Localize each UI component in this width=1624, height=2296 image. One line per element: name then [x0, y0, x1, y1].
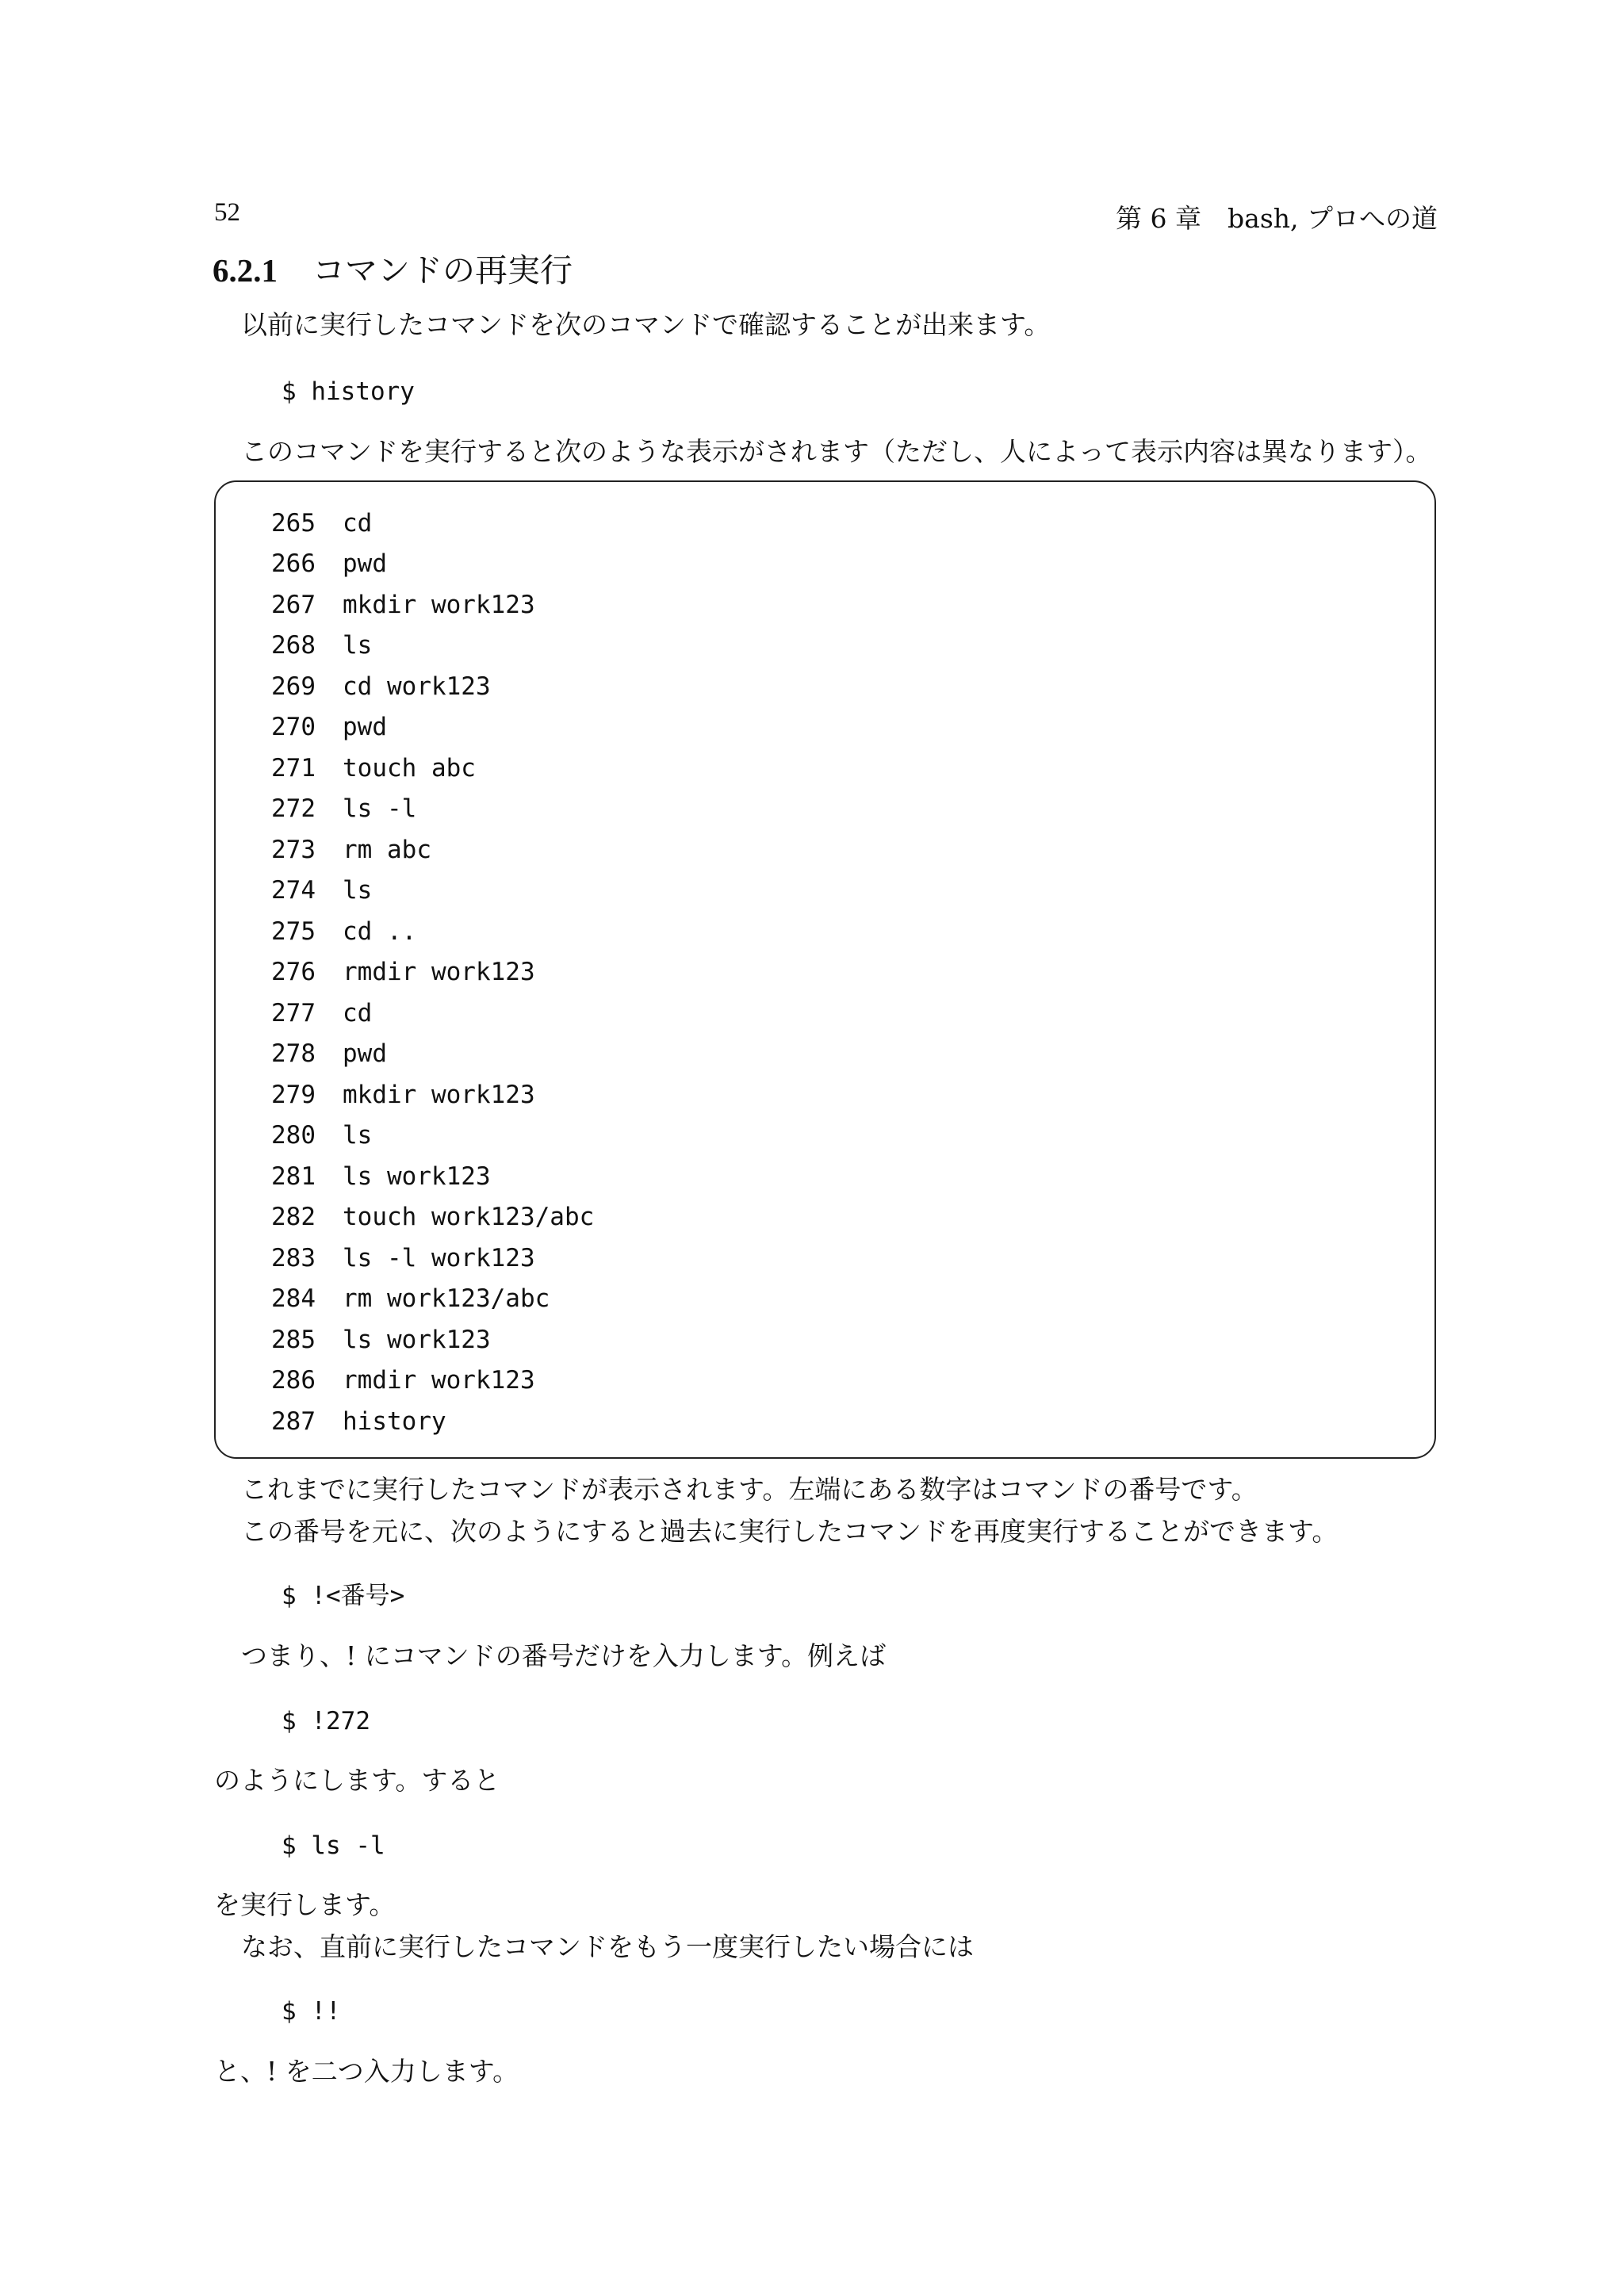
- history-entry-number: 269: [271, 672, 316, 701]
- history-entry-command: touch work123/abc: [343, 1203, 595, 1232]
- history-row: [271, 993, 594, 1034]
- history-entry-number: 277: [271, 998, 316, 1027]
- history-row: [271, 666, 594, 707]
- explain-paragraph-5: を実行します。: [214, 1889, 396, 1920]
- history-entry-number: 271: [271, 753, 316, 783]
- explain-paragraph-3: つまり、! にコマンドの番号だけを入力します。例えば: [241, 1640, 887, 1671]
- history-entry-command: rm work123/abc: [343, 1284, 550, 1314]
- history-entry-command: ls -l work123: [343, 1243, 535, 1272]
- history-row: [271, 544, 594, 585]
- explain-paragraph-7: と、! を二つ入力します。: [214, 2056, 519, 2087]
- history-entry-command: rm abc: [343, 835, 431, 864]
- history-entry-number: 287: [271, 1406, 316, 1436]
- history-output-intro: このコマンドを実行すると次のような表示がされます（ただし、人によって表示内容は異なります）。: [241, 436, 1432, 467]
- history-entry-number: 284: [271, 1284, 316, 1314]
- history-entry-number: 286: [271, 1366, 316, 1395]
- history-entry-number: 279: [271, 1080, 316, 1109]
- explain-paragraph-6: なお、直前に実行したコマンドをもう一度実行したい場合には: [241, 1931, 974, 1962]
- section-number: 6.2.1: [213, 252, 278, 289]
- history-row: [271, 829, 594, 871]
- history-row: [271, 748, 594, 789]
- history-row: [271, 1238, 594, 1279]
- history-list: [271, 503, 594, 1442]
- history-row: [271, 707, 594, 748]
- history-entry-number: 276: [271, 958, 316, 987]
- code-bang-bang: $ !!: [282, 1997, 341, 2026]
- history-entry-command: history: [343, 1406, 446, 1436]
- history-row: [271, 1156, 594, 1197]
- history-entry-command: pwd: [343, 549, 387, 579]
- history-entry-command: touch abc: [343, 753, 476, 783]
- history-row: [271, 1197, 594, 1238]
- history-entry-command: cd: [343, 508, 373, 538]
- history-output-box: [214, 480, 1436, 1459]
- history-entry-command: cd work123: [343, 672, 491, 701]
- code-bang-number: $ !<番号>: [282, 1582, 405, 1610]
- history-entry-number: 270: [271, 713, 316, 742]
- history-entry-number: 285: [271, 1325, 316, 1354]
- section-heading: [213, 244, 573, 291]
- history-entry-number: 280: [271, 1121, 316, 1150]
- history-entry-command: mkdir work123: [343, 1080, 535, 1109]
- history-entry-command: ls work123: [343, 1325, 491, 1354]
- code-ls-l: $ ls -l: [282, 1831, 385, 1860]
- history-entry-number: 281: [271, 1161, 316, 1191]
- history-entry-number: 274: [271, 876, 316, 905]
- history-row: [271, 1279, 594, 1320]
- history-entry-command: ls: [343, 1121, 373, 1150]
- history-entry-command: cd ..: [343, 916, 417, 946]
- history-entry-command: ls -l: [343, 794, 417, 824]
- history-entry-number: 273: [271, 835, 316, 864]
- history-row: [271, 1401, 594, 1442]
- intro-paragraph: 以前に実行したコマンドを次のコマンドで確認することが出来ます。: [241, 309, 1051, 340]
- history-entry-command: rmdir work123: [343, 958, 535, 987]
- explain-paragraph-4: のようにします。すると: [214, 1765, 500, 1796]
- history-row: [271, 584, 594, 626]
- history-row: [271, 1034, 594, 1075]
- history-row: [271, 1360, 594, 1402]
- history-entry-command: ls: [343, 631, 373, 660]
- history-row: [271, 952, 594, 993]
- history-entry-number: 283: [271, 1243, 316, 1272]
- history-row: [271, 503, 594, 544]
- history-row: [271, 911, 594, 952]
- history-row: [271, 1074, 594, 1115]
- history-row: [271, 1115, 594, 1157]
- running-header-chapter: 第 6 章 bash, プロへの道: [1116, 203, 1438, 234]
- history-entry-command: ls: [343, 876, 373, 905]
- history-row: [271, 1319, 594, 1360]
- history-entry-number: 265: [271, 508, 316, 538]
- page-number: 52: [214, 198, 240, 227]
- history-entry-number: 268: [271, 631, 316, 660]
- history-entry-command: ls work123: [343, 1161, 491, 1191]
- history-entry-command: cd: [343, 998, 373, 1027]
- section-title: コマンドの再実行: [312, 251, 573, 289]
- history-row: [271, 626, 594, 667]
- history-entry-number: 275: [271, 916, 316, 946]
- history-entry-number: 282: [271, 1203, 316, 1232]
- history-entry-number: 272: [271, 794, 316, 824]
- history-entry-number: 267: [271, 590, 316, 619]
- history-entry-number: 278: [271, 1039, 316, 1069]
- history-entry-number: 266: [271, 549, 316, 579]
- history-entry-command: rmdir work123: [343, 1366, 535, 1395]
- code-bang-272: $ !272: [282, 1707, 370, 1735]
- explain-paragraph-2: この番号を元に、次のようにすると過去に実行したコマンドを再度実行することができます。: [241, 1516, 1339, 1547]
- history-entry-command: mkdir work123: [343, 590, 535, 619]
- code-history-command: $ history: [282, 377, 415, 406]
- history-row: [271, 871, 594, 912]
- history-entry-command: pwd: [343, 713, 387, 742]
- history-entry-command: pwd: [343, 1039, 387, 1069]
- explain-paragraph-1: これまでに実行したコマンドが表示されます。左端にある数字はコマンドの番号です。: [241, 1474, 1258, 1505]
- history-row: [271, 789, 594, 830]
